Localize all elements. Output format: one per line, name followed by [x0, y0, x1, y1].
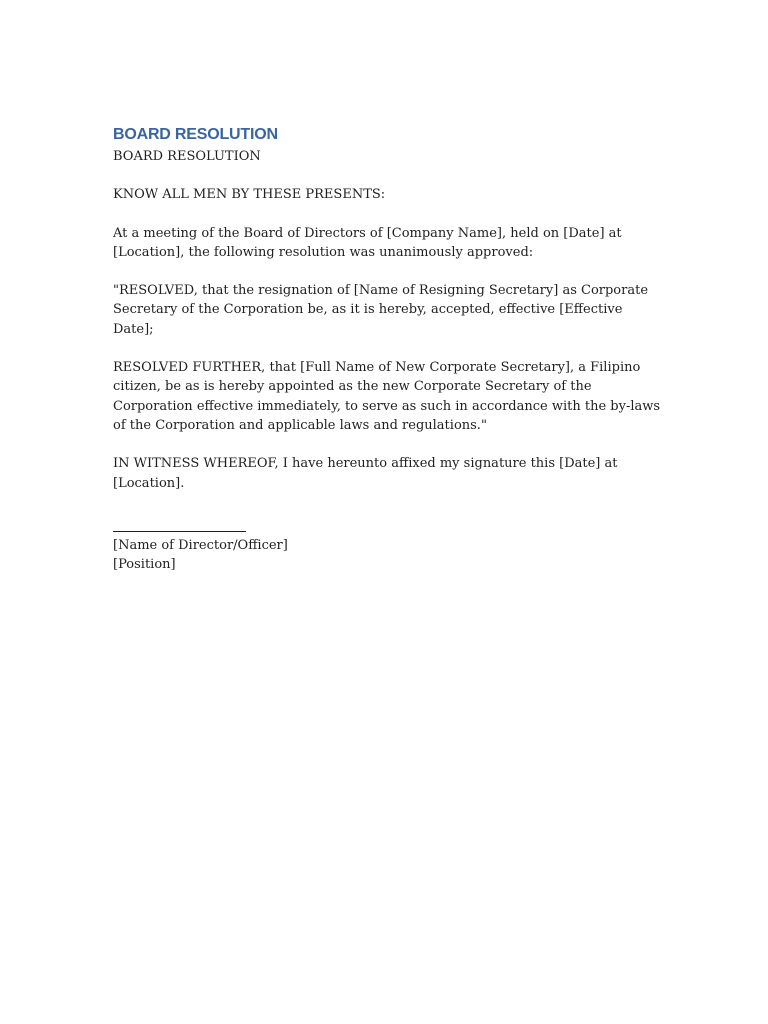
- signatory-position: [Position]: [113, 557, 176, 573]
- resolved-further-paragraph: RESOLVED FURTHER, that [Full Name of New Corporate Secretary], a Filipino citizen, be as is hereby appointed as the new Corporate Secretary of the Corporation effective immediately, to serve as such in accordance with the by-laws of the Corporation and applicable laws and regulations.": [113, 360, 661, 433]
- document-subtitle: BOARD RESOLUTION: [113, 149, 261, 164]
- intro-paragraph: At a meeting of the Board of Directors of [Company Name], held on [Date] at [Location], the following resolution was unanimously approved:: [113, 225, 622, 260]
- resolved-paragraph: "RESOLVED, that the resignation of [Name of Resigning Secretary] as Corporate Secretary of the Corporation be, as it is hereby, accepted, effective [Effective Date];: [113, 283, 649, 337]
- signatory-name: [Name of Director/Officer]: [113, 537, 288, 553]
- preamble-paragraph: KNOW ALL MEN BY THESE PRESENTS:: [113, 187, 386, 203]
- signature-line: [113, 531, 246, 532]
- document-body: [113, 124, 663, 574]
- document-heading: BOARD RESOLUTION: [113, 126, 278, 143]
- witness-paragraph: IN WITNESS WHEREOF, I have hereunto affixed my signature this [Date] at [Location].: [113, 456, 618, 491]
